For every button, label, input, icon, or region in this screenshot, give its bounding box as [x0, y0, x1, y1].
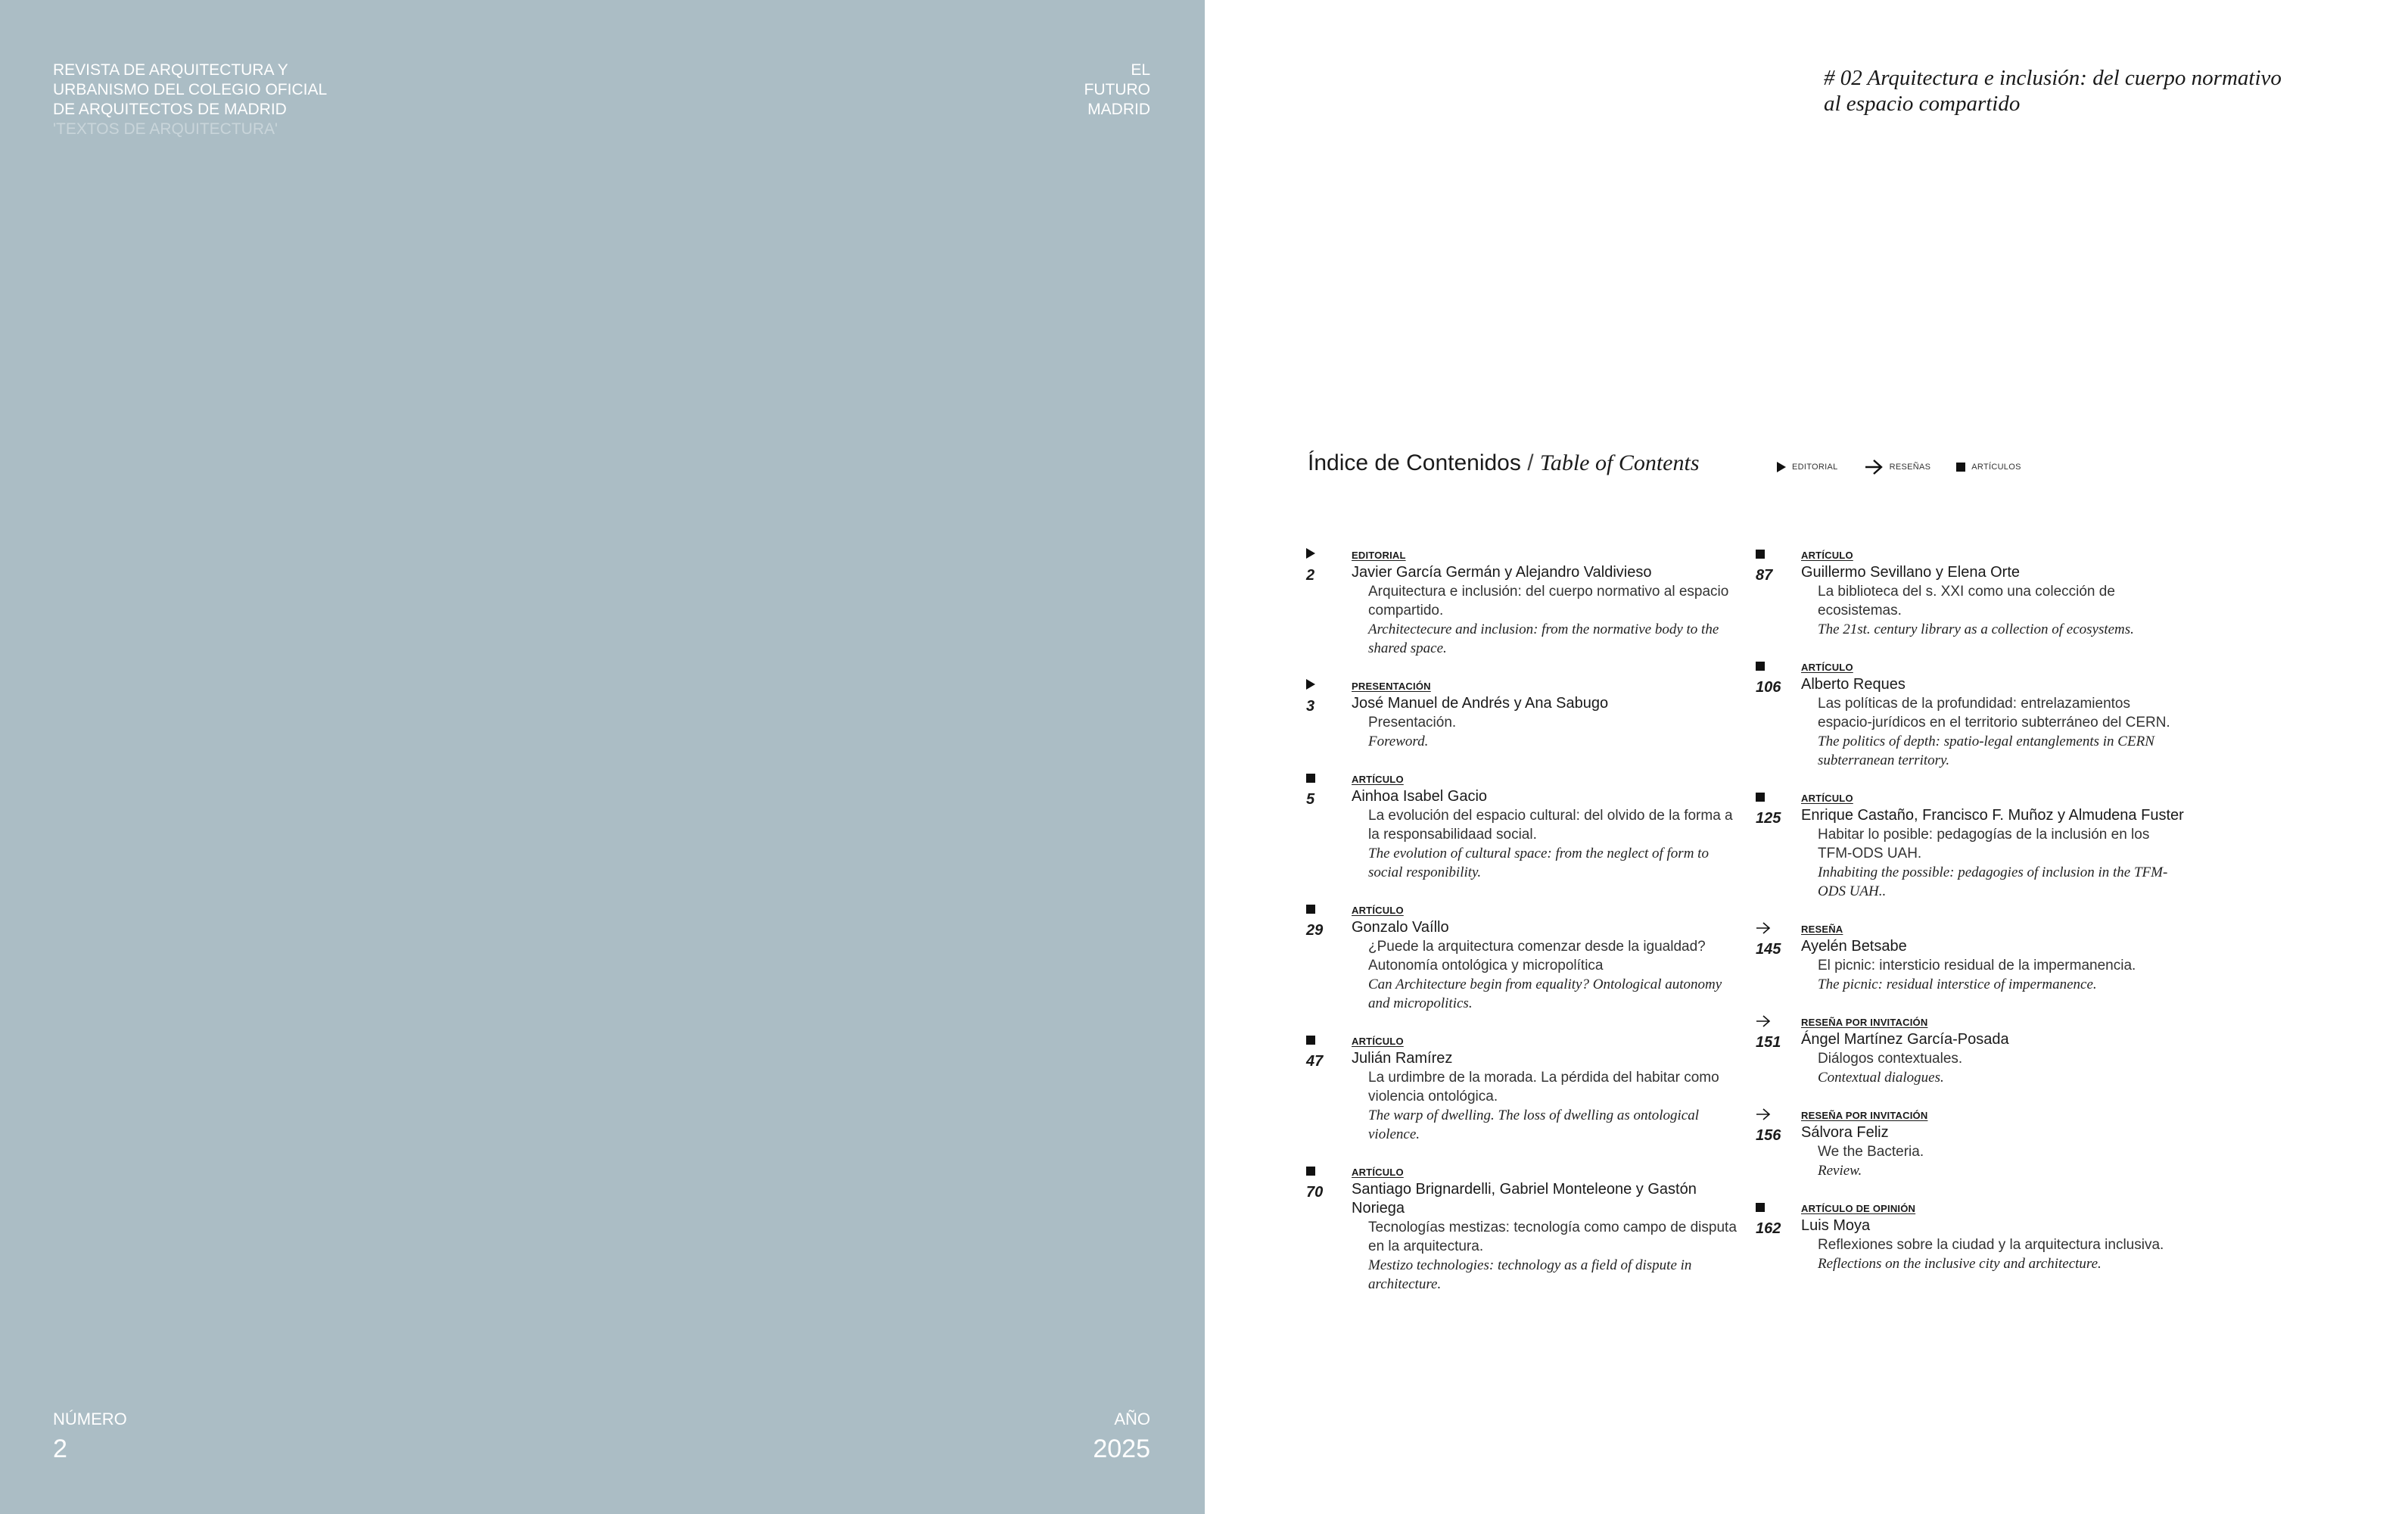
entry-title-en: violence.: [1368, 1126, 1420, 1142]
issue-year-value: 2025: [1093, 1435, 1150, 1463]
entry-title-en: Mestizo technologies: technology as a field of dispute in: [1368, 1257, 1692, 1273]
entry-authors: Enrique Castaño, Francisco F. Muñoz y Almudena Fuster: [1801, 807, 2184, 824]
entry-title-es: El picnic: intersticio residual de la impermanencia.: [1818, 958, 2136, 974]
entry-category: ARTÍCULO: [1352, 1036, 1404, 1047]
entry-title-es: Reflexiones sobre la ciudad y la arquitectura inclusiva.: [1818, 1237, 2164, 1253]
entry-authors: Ayelén Betsabe: [1801, 938, 1907, 955]
toc-legend: [1777, 459, 2047, 475]
entry-title-es: compartido.: [1368, 603, 1444, 618]
square-icon: [1306, 774, 1315, 783]
entry-titles: [1801, 1049, 2195, 1087]
entry-icon-wrap: [1756, 791, 1771, 805]
entry-titles: [1352, 937, 1745, 1013]
entry-title-en: Inhabiting the possible: pedagogies of inclusion in the TFM-: [1818, 864, 2168, 880]
toc-entry[interactable]: [1306, 1164, 1745, 1294]
entry-title-es: Autonomía ontológica y micropolítica: [1368, 958, 1604, 974]
toc-heading: [1308, 448, 1700, 478]
entry-titles: [1352, 713, 1745, 751]
entry-title-es: Tecnologías mestizas: tecnología como campo de disputa: [1368, 1220, 1737, 1235]
entry-icon-wrap: [1756, 922, 1771, 936]
entry-category: PRESENTACIÓN: [1352, 681, 1431, 692]
issue-title-line: # 02 Arquitectura e inclusión: del cuerpo normativo: [1824, 66, 2282, 90]
entry-title-es: espacio-jurídicos en el territorio subterráneo del CERN.: [1818, 715, 2170, 731]
publication-line: REVISTA DE ARQUITECTURA Y: [53, 61, 288, 79]
entry-authors: Santiago Brignardelli, Gabriel Monteleone y Gastón: [1352, 1181, 1697, 1198]
page-number: 125: [1756, 810, 1781, 827]
entry-icon-wrap: [1756, 660, 1771, 674]
square-icon: [1756, 1203, 1765, 1212]
square-icon: [1756, 793, 1765, 802]
toc-column-left: [1306, 547, 1745, 1294]
future-line: MADRID: [1087, 101, 1150, 118]
square-icon: [1756, 662, 1765, 671]
issue-year-label: AÑO: [1114, 1410, 1150, 1428]
entry-category: ARTÍCULO: [1352, 774, 1404, 785]
page-number: 162: [1756, 1220, 1781, 1237]
toc-entry[interactable]: [1756, 547, 2195, 639]
entry-icon-wrap: [1306, 1165, 1321, 1179]
entry-authors: Javier García Germán y Alejandro Valdivieso: [1352, 564, 1652, 581]
future-line: EL: [1131, 61, 1150, 79]
page-number: 29: [1306, 922, 1324, 939]
page-number: 87: [1756, 567, 1773, 584]
entry-title-es: La evolución del espacio cultural: del olvido de la forma a: [1368, 808, 1733, 824]
triangle-icon: [1777, 462, 1786, 472]
entry-icon-wrap: [1756, 1108, 1771, 1122]
toc-entry[interactable]: [1756, 1107, 2195, 1180]
toc-entry[interactable]: [1306, 1033, 1745, 1144]
arrow-icon: [1756, 1015, 1771, 1027]
entry-titles: [1352, 1068, 1745, 1144]
entry-title-es: We the Bacteria.: [1818, 1144, 1924, 1160]
triangle-icon: [1306, 679, 1315, 690]
arrow-icon: [1864, 459, 1884, 475]
toc-entry[interactable]: [1306, 547, 1745, 658]
entry-title-es: violencia ontológica.: [1368, 1089, 1498, 1104]
page-number: 5: [1306, 791, 1315, 808]
square-icon: [1306, 1036, 1315, 1045]
entry-titles: [1801, 1235, 2195, 1273]
entry-titles: [1801, 956, 2195, 994]
entry-title-en: shared space.: [1368, 640, 1447, 656]
entry-icon-wrap: [1306, 1034, 1321, 1048]
entry-title-en: Contextual dialogues.: [1818, 1070, 1944, 1086]
page-number: 47: [1306, 1053, 1324, 1070]
entry-titles: [1352, 806, 1745, 882]
issue-number-value: 2: [53, 1435, 67, 1463]
series-name: 'TEXTOS DE ARQUITECTURA': [53, 120, 278, 138]
entry-title-en: Reflections on the inclusive city and architecture.: [1818, 1256, 2102, 1272]
toc-entry[interactable]: [1756, 921, 2195, 994]
square-icon: [1956, 463, 1965, 472]
entry-titles: [1801, 825, 2195, 901]
entry-category: ARTÍCULO: [1352, 1167, 1404, 1178]
square-icon: [1756, 550, 1765, 559]
entry-title-es: en la arquitectura.: [1368, 1238, 1484, 1254]
entry-category: ARTÍCULO: [1801, 793, 1853, 804]
entry-title-es: Presentación.: [1368, 715, 1457, 731]
future-madrid-block: [1084, 61, 1151, 120]
entry-title-es: La biblioteca del s. XXI como una colección de: [1818, 584, 2115, 600]
entry-category: EDITORIAL: [1352, 550, 1406, 561]
entry-authors: Guillermo Sevillano y Elena Orte: [1801, 564, 2021, 581]
entry-title-en: The warp of dwelling. The loss of dwelling as ontological: [1368, 1107, 1700, 1123]
entry-category: ARTÍCULO: [1801, 662, 1853, 673]
issue-number-block: [53, 1410, 127, 1464]
toc-entry[interactable]: [1306, 678, 1745, 751]
issue-year-block: [1093, 1410, 1150, 1464]
toc-entry[interactable]: [1756, 1014, 2195, 1087]
legend-label: EDITORIAL: [1792, 463, 1838, 472]
entry-titles: [1801, 1142, 2195, 1180]
entry-titles: [1352, 582, 1745, 658]
entry-icon-wrap: [1756, 548, 1771, 562]
future-line: FUTURO: [1084, 81, 1150, 98]
entry-icon-wrap: [1306, 772, 1321, 786]
entry-authors: José Manuel de Andrés y Ana Sabugo: [1352, 695, 1609, 712]
publication-line: URBANISMO DEL COLEGIO OFICIAL: [53, 81, 328, 98]
toc-entry[interactable]: [1756, 790, 2195, 901]
toc-entry[interactable]: [1306, 902, 1745, 1013]
contents-page: [1205, 0, 2408, 1514]
entry-category: RESEÑA: [1801, 924, 1843, 935]
entry-titles: [1801, 582, 2195, 639]
entry-title-en: and micropolitics.: [1368, 995, 1473, 1011]
entry-title-es: Las políticas de la profundidad: entrelazamientos: [1818, 696, 2130, 712]
toc-entry[interactable]: [1756, 659, 2195, 770]
entry-title-es: ecosistemas.: [1818, 603, 1902, 618]
page-number: 3: [1306, 698, 1315, 715]
entry-authors: Ainhoa Isabel Gacio: [1352, 788, 1488, 805]
entry-icon-wrap: [1306, 903, 1321, 917]
entry-title-es: Arquitectura e inclusión: del cuerpo normativo al espacio: [1368, 584, 1729, 600]
arrow-icon: [1756, 922, 1771, 934]
entry-category: RESEÑA POR INVITACIÓN: [1801, 1110, 1928, 1121]
toc-column-right: [1756, 547, 2195, 1273]
publication-line: DE ARQUITECTOS DE MADRID: [53, 101, 287, 118]
entry-title-es: Habitar lo posible: pedagogías de la inclusión en los: [1818, 827, 2150, 843]
entry-title-en: architecture.: [1368, 1276, 1442, 1292]
entry-authors: Julián Ramírez: [1352, 1050, 1453, 1067]
entry-title-es: TFM-ODS UAH.: [1818, 846, 1922, 861]
legend-item-articulos: [1956, 463, 2021, 472]
page-number: 70: [1306, 1184, 1324, 1201]
square-icon: [1306, 1167, 1315, 1176]
legend-label: ARTÍCULOS: [1971, 463, 2021, 472]
issue-title: [1824, 65, 2354, 117]
arrow-icon: [1756, 1108, 1771, 1120]
entry-title-es: la responsabilidaad social.: [1368, 827, 1537, 843]
entry-icon-wrap: [1306, 679, 1321, 693]
entry-authors: Sálvora Feliz: [1801, 1124, 1889, 1141]
entry-title-es: ¿Puede la arquitectura comenzar desde la igualdad?: [1368, 939, 1706, 955]
entry-icon-wrap: [1306, 548, 1321, 562]
square-icon: [1306, 905, 1315, 914]
entry-authors: Noriega: [1352, 1200, 1405, 1216]
page-number: 145: [1756, 941, 1781, 958]
entry-title-en: Foreword.: [1368, 734, 1429, 749]
entry-title-en: social responibility.: [1368, 864, 1482, 880]
triangle-icon: [1306, 548, 1315, 559]
entry-icon-wrap: [1756, 1015, 1771, 1029]
entry-title-en: subterranean territory.: [1818, 752, 1950, 768]
entry-title-en: Can Architecture begin from equality? Ontological autonomy: [1368, 977, 1722, 992]
page-number: 151: [1756, 1034, 1781, 1051]
page-number: 106: [1756, 679, 1781, 696]
toc-title-en: Table of Contents: [1539, 450, 1700, 475]
entry-title-en: Review.: [1818, 1163, 1862, 1179]
page-number: 2: [1306, 567, 1315, 584]
legend-label: RESEÑAS: [1889, 463, 1931, 472]
entry-title-es: La urdimbre de la morada. La pérdida del habitar como: [1368, 1070, 1719, 1086]
entry-authors: Alberto Reques: [1801, 676, 1906, 693]
entry-title-en: The politics of depth: spatio-legal entanglements in CERN: [1818, 734, 2154, 749]
entry-authors: Ángel Martínez García-Posada: [1801, 1031, 2009, 1048]
entry-title-en: The 21st. century library as a collection of ecosystems.: [1818, 621, 2134, 637]
publication-block: [53, 61, 327, 139]
entry-title-en: ODS UAH..: [1818, 883, 1887, 899]
issue-number-label: NÚMERO: [53, 1410, 127, 1428]
issue-title-line: al espacio compartido: [1824, 92, 2021, 116]
entry-authors: Luis Moya: [1801, 1217, 1871, 1234]
entry-titles: [1801, 694, 2195, 770]
entry-titles: [1352, 1218, 1745, 1294]
entry-title-en: The evolution of cultural space: from the neglect of form to: [1368, 846, 1709, 861]
toc-entry[interactable]: [1756, 1200, 2195, 1273]
legend-item-editorial: [1777, 462, 1838, 472]
entry-category: ARTÍCULO: [1801, 550, 1853, 561]
entry-title-es: Diálogos contextuales.: [1818, 1051, 1963, 1067]
page-number: 156: [1756, 1127, 1781, 1144]
toc-entry[interactable]: [1306, 771, 1745, 882]
legend-item-resenas: [1864, 459, 1931, 475]
entry-category: ARTÍCULO: [1352, 905, 1404, 916]
toc-title-separator: /: [1527, 450, 1534, 475]
entry-category: ARTÍCULO DE OPINIÓN: [1801, 1203, 1916, 1214]
toc-title-es: Índice de Contenidos: [1308, 450, 1521, 475]
entry-category: RESEÑA POR INVITACIÓN: [1801, 1017, 1928, 1028]
entry-title-en: The picnic: residual interstice of impermanence.: [1818, 977, 2097, 992]
entry-icon-wrap: [1756, 1201, 1771, 1215]
entry-authors: Gonzalo Vaíllo: [1352, 919, 1449, 936]
entry-title-en: Architectecure and inclusion: from the normative body to the: [1368, 621, 1719, 637]
